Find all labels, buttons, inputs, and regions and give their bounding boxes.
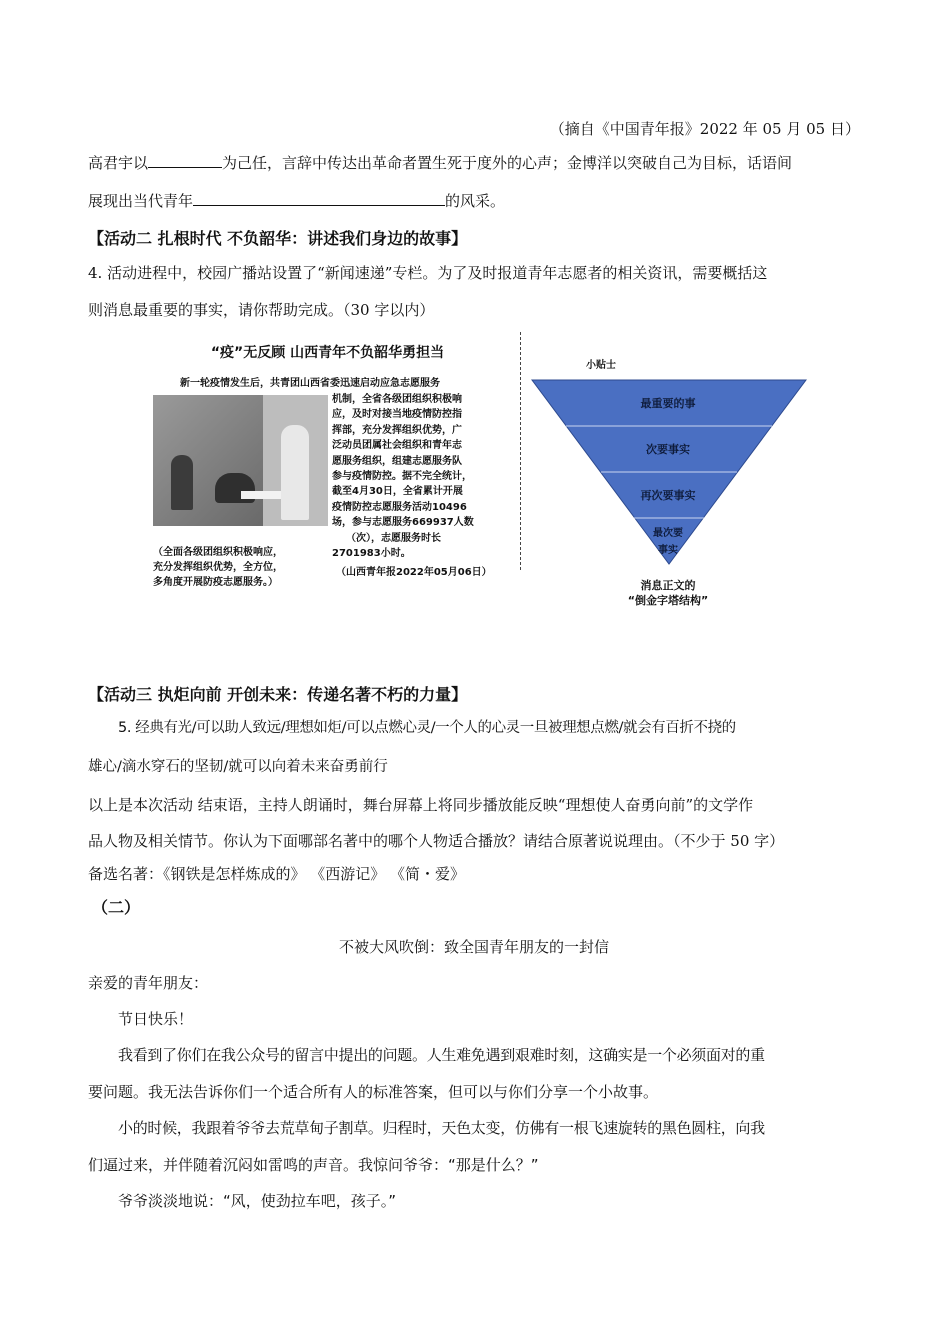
letter-greeting: 节日快乐！ — [118, 1010, 194, 1028]
question-5-poem-line-1: 5. 经典有光/可以助人致远/理想如炬/可以点燃心灵/一个人的心灵一旦被理想点燃/就会有百折不挠的 — [118, 720, 736, 736]
pyramid-footer-line: 消息正文的 — [640, 579, 696, 592]
question-5-poem-line-2: 雄心/滴水穿石的坚韧/就可以向着未来奋勇前行 — [88, 759, 388, 775]
caption-line: 充分发挥组织优势，全方位， — [153, 562, 283, 573]
q3-text-a: 高君宇以 — [88, 154, 149, 172]
pyramid-footer-line: “倒金字塔结构” — [627, 594, 709, 607]
question-5-line-4: 品人物及相关情节。你认为下面哪部名著中的哪个人物适合播放？请结合原著说说理由。（不少于 50 字） — [88, 832, 785, 850]
question-4-line-1: 4. 活动进程中，校园广播站设置了“新闻速递”专栏。为了及时报道青年志愿者的相关资讯，需要概括这 — [88, 264, 768, 282]
news-body-line: 截至4月30日，全省累计开展 — [332, 486, 463, 498]
section-2-label: （二） — [92, 898, 141, 917]
letter-title: 不被大风吹倒：致全国青年朋友的一封信 — [338, 938, 609, 956]
tip-label: 小贴士 — [586, 360, 616, 371]
activity-2-heading: 【活动二 扎根时代 不负韶华：讲述我们身边的故事】 — [88, 229, 468, 248]
divider-dashed — [520, 332, 521, 570]
source-note: （摘自《中国青年报》2022 年 05 月 05 日） — [549, 120, 860, 138]
q3-blank-1[interactable] — [148, 152, 222, 168]
news-clipping — [150, 338, 505, 613]
news-body-line: 疫情防控志愿服务活动10496 — [332, 501, 467, 513]
news-photo-caption — [153, 545, 283, 590]
question-4-line-2: 则消息最重要的事实，请你帮助完成。（30 字以内） — [88, 301, 435, 319]
activity-3-heading: 【活动三 执炬向前 开创未来：传递名著不朽的力量】 — [88, 685, 468, 704]
letter-p1-line-2: 要问题。我无法告诉你们一个适合所有人的标准答案，但可以与你们分享一个小故事。 — [88, 1083, 659, 1101]
news-body-line: 泛动员团属社会组织和青年志 — [332, 440, 462, 452]
pyramid-level-4b: 事实 — [658, 545, 678, 556]
pyramid-footer — [530, 578, 806, 608]
news-body-line: （次），志愿服务时长 — [346, 532, 441, 544]
letter-salutation: 亲爱的青年朋友： — [88, 974, 209, 992]
news-lead: 新一轮疫情发生后，共青团山西省委迅速启动应急志愿服务 — [180, 378, 440, 389]
caption-line: （全面各级团组织积极响应， — [153, 547, 283, 558]
news-title: “疫”无反顾 山西青年不负韶华勇担当 — [210, 345, 445, 361]
q3-text-d: 的风采。 — [445, 192, 506, 210]
pyramid-level-4a: 最次要 — [653, 528, 683, 539]
question-3-line-1 — [88, 152, 860, 174]
letter-p2-line-2: 们逼过来，并伴随着沉闷如雷鸣的声音。我惊问爷爷：“那是什么？” — [88, 1156, 539, 1174]
news-body-line: 愿服务组织，组建志愿服务队 — [332, 455, 462, 467]
news-body-line: 2701983小时。 — [332, 548, 411, 560]
letter-p2-line-1: 小的时候，我跟着爷爷去荒草甸子割草。归程时，天色太变，仿佛有一根飞速旋转的黑色圆柱，向我 — [118, 1119, 765, 1137]
inverted-pyramid-diagram — [530, 352, 810, 622]
pyramid-level-3: 再次要事实 — [640, 489, 696, 502]
pyramid-level-2: 次要事实 — [646, 443, 690, 456]
news-body-line: 场，参与志愿服务669937人数 — [332, 517, 474, 529]
news-body-line: 应，及时对接当地疫情防控指 — [332, 409, 462, 421]
caption-line: 多角度开展防疫志愿服务。） — [153, 577, 278, 588]
news-body-line: 机制，全省各级团组织积极响 — [332, 394, 462, 405]
q3-text-c: 展现出当代青年 — [88, 192, 194, 210]
news-body-line: 参与疫情防控。据不完全统计， — [332, 471, 472, 483]
question-5-line-3: 以上是本次活动 结束语，主持人朗诵时，舞台屏幕上将同步播放能反映“理想使人奋勇向前”的文学作 — [88, 796, 754, 814]
news-body — [332, 392, 507, 561]
pyramid-level-1: 最重要的事 — [640, 397, 696, 410]
letter-p1-line-1: 我看到了你们在我公众号的留言中提出的问题。人生难免遇到艰难时刻，这确实是一个必须面对的重 — [118, 1046, 765, 1064]
q3-blank-2[interactable] — [193, 190, 445, 206]
letter-p3: 爷爷淡淡地说：“风，使劲拉车吧，孩子。” — [118, 1192, 397, 1210]
q3-text-b: 为己任，言辞中传达出革命者置生死于度外的心声；金博洋以突破自己为目标，话语间 — [222, 154, 793, 172]
question-3-line-2 — [88, 190, 860, 212]
question-5-options: 备选名著：《钢铁是怎样炼成的》 《西游记》 《简・爱》 — [88, 865, 466, 883]
news-source: （山西青年报2022年05月06日） — [336, 567, 492, 578]
news-photo — [153, 395, 328, 526]
news-body-line: 挥部，充分发挥组织优势，广 — [332, 424, 462, 436]
